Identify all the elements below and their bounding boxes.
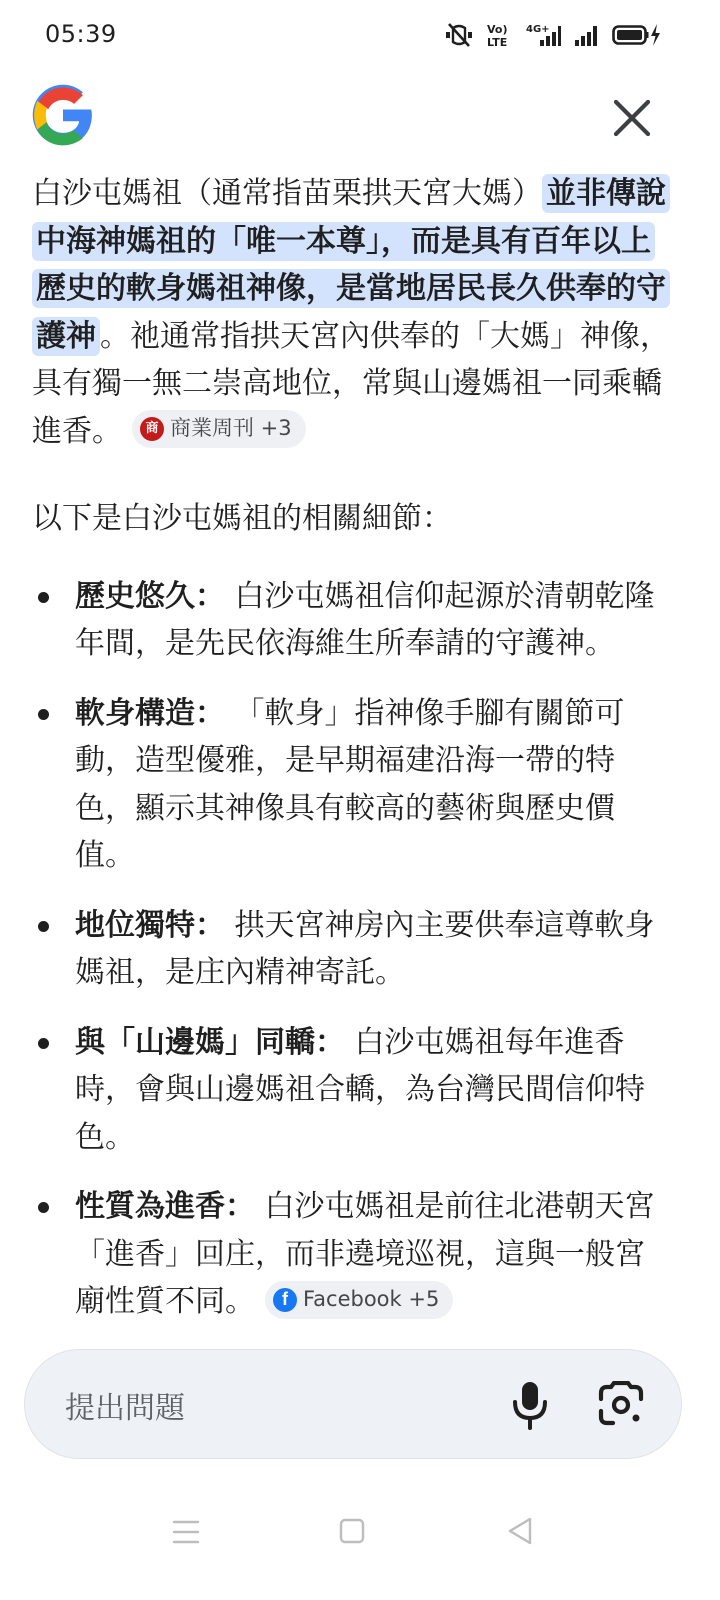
list-item-term: 歷史悠久： — [75, 578, 225, 614]
mute-icon — [444, 22, 474, 48]
answer-text: 白沙屯媽祖（通常指苗栗拱天宮大媽） — [32, 176, 542, 211]
source-chip-facebook[interactable] — [265, 1281, 453, 1319]
list-item — [32, 902, 672, 997]
menu-icon — [174, 1522, 198, 1542]
close-button[interactable] — [610, 96, 654, 140]
status-icons — [444, 22, 662, 48]
answer-text-continued: 。祂通常指拱天宮內供奉的「大媽」神像，具有獨一無二崇高地位，常與山邊媽祖一同乘轎進香。 — [32, 318, 670, 449]
bullet — [38, 1202, 49, 1213]
details-intro: 以下是白沙屯媽祖的相關細節： — [32, 501, 452, 536]
menu-button[interactable] — [166, 1512, 206, 1552]
list-item-term: 地位獨特： — [75, 907, 225, 943]
microphone-button[interactable] — [505, 1378, 555, 1432]
signal-icon — [574, 22, 600, 48]
list-item-text: 拱天宮神房內主要供奉這尊軟身媽祖，是庄內精神寄託。 — [75, 907, 655, 990]
svg-text:4G+: 4G+ — [526, 24, 550, 35]
4g-signal-icon — [526, 22, 562, 48]
business-weekly-icon: 商 — [140, 417, 164, 441]
answer-paragraph — [32, 170, 672, 455]
header — [0, 78, 720, 154]
answer-highlight: 並非傳說中海神媽祖的「唯一本尊」，而是具有百年以上歷史的軟身媽祖神像，是當地居民長久供奉的守護神 — [32, 174, 670, 356]
status-time: 05:39 — [45, 20, 117, 48]
list-item-text: 白沙屯媽祖信仰起源於清朝乾隆年間，是先民依海維生所奉請的守護神。 — [75, 578, 655, 661]
ai-answer — [32, 170, 672, 1348]
microphone-icon — [515, 1382, 545, 1428]
bullet — [38, 1038, 49, 1049]
battery-charging-icon — [612, 22, 662, 48]
home-icon — [341, 1520, 363, 1542]
list-item — [32, 573, 672, 668]
source-chip-business-weekly[interactable] — [132, 410, 306, 448]
google-lens-icon — [601, 1383, 641, 1423]
list-item-text: 「軟身」指神像手腳有關節可動，造型優雅，是早期福建沿海一帶的特色，顯示其神像具有較高的藝術與歷史價值。 — [75, 695, 625, 873]
list-item — [32, 690, 672, 880]
home-button[interactable] — [332, 1512, 372, 1552]
back-icon — [510, 1519, 530, 1543]
google-g-logo — [30, 82, 96, 148]
list-item — [32, 1183, 672, 1326]
list-item-text: 白沙屯媽祖是前往北港朝天宮「進香」回庄，而非遶境巡視，這與一般宮廟性質不同。 — [75, 1189, 655, 1319]
bullet — [38, 921, 49, 932]
close-icon — [616, 102, 648, 134]
facebook-icon: f — [273, 1288, 297, 1312]
list-item-text: 白沙屯媽祖每年進香時，會與山邊媽祖合轎，為台灣民間信仰特色。 — [75, 1024, 645, 1155]
bullet — [38, 709, 49, 720]
source-chip-label: Facebook +5 — [303, 1286, 440, 1311]
list-item — [32, 1019, 672, 1162]
volte-icon — [486, 22, 514, 48]
svg-text:Vo): Vo) — [487, 23, 508, 36]
source-chip-label: 商業周刊 +3 — [170, 416, 292, 441]
status-bar — [0, 0, 720, 70]
ask-input-bar[interactable] — [24, 1349, 682, 1459]
details-list — [32, 573, 672, 1326]
system-nav-bar — [0, 1490, 720, 1600]
ask-input-placeholder[interactable]: 提出問題 — [65, 1391, 185, 1426]
list-item-term: 性質為進香： — [75, 1189, 255, 1224]
bullet — [38, 592, 49, 603]
list-item-term: 與「山邊媽」同轎： — [75, 1024, 345, 1060]
back-button[interactable] — [500, 1512, 540, 1552]
svg-text:LTE: LTE — [487, 36, 508, 48]
google-lens-button[interactable] — [597, 1381, 645, 1429]
list-item-term: 軟身構造： — [75, 695, 225, 731]
